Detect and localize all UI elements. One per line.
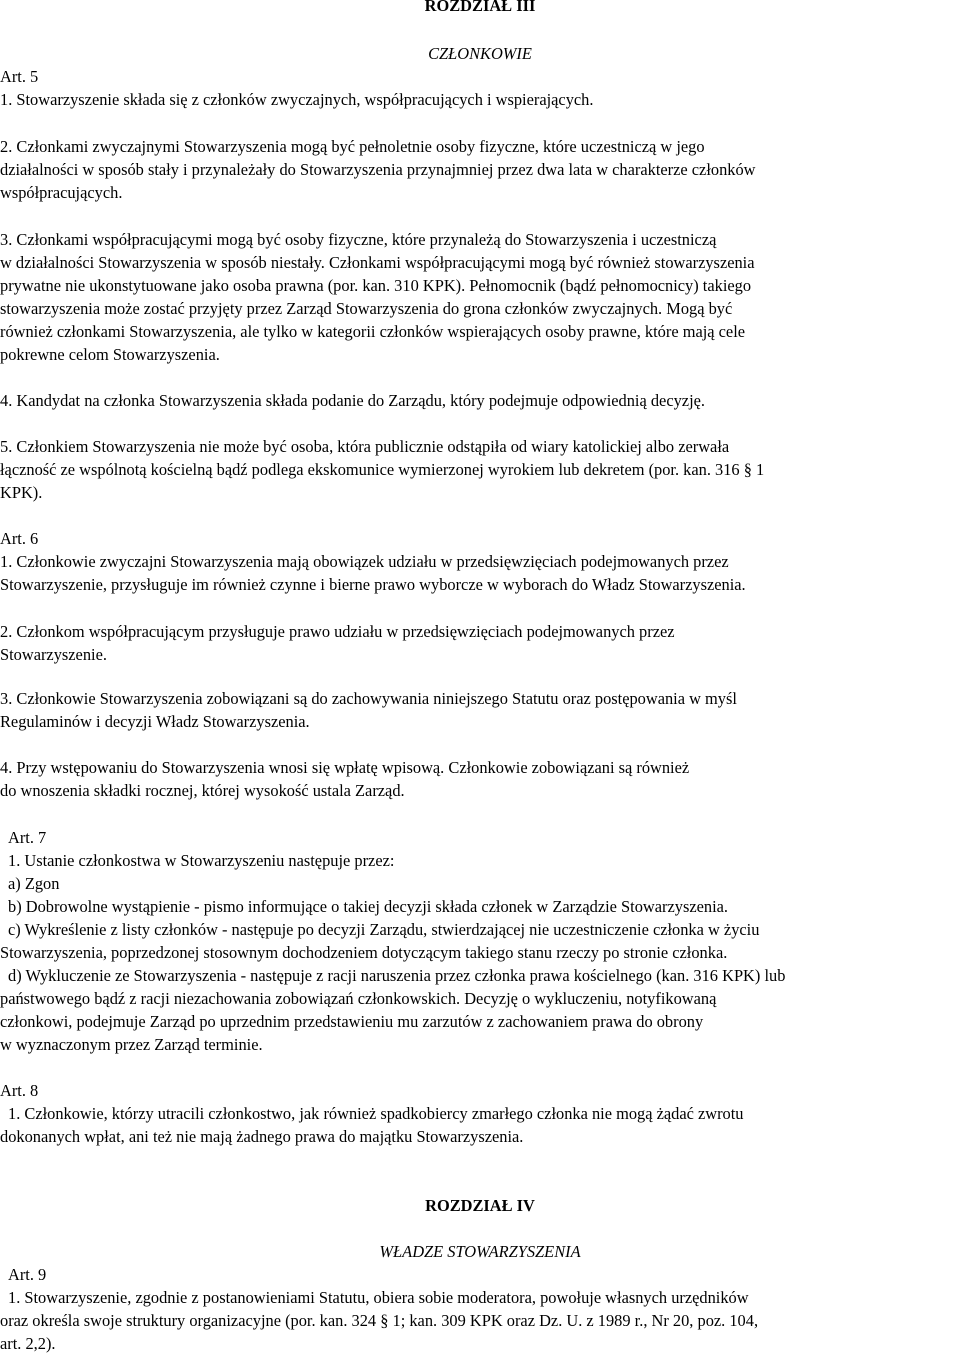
article-label: Art. 5	[0, 67, 39, 86]
paragraph-line: oraz określa swoje struktury organizacyjne (por. kan. 324 § 1; kan. 309 KPK oraz Dz. U. z 1989 r., Nr 20, poz. 104,	[0, 1311, 759, 1330]
paragraph-line: Stowarzyszenia, poprzedzonej stosownym dochodzeniem dotyczącym takiego stanu rzeczy po stronie członka.	[0, 943, 728, 962]
paragraph-line: działalności w sposób stały i przynależały do Stowarzyszenia przynajmniej przez dwa lata w charakterze członków	[0, 160, 756, 179]
paragraph-line: w wyznaczonym przez Zarząd terminie.	[0, 1035, 263, 1054]
paragraph-line: 1. Stowarzyszenie składa się z członków zwyczajnych, współpracujących i wspierających.	[0, 90, 594, 109]
paragraph-line: prywatne nie ukonstytuowane jako osoba prawna (por. kan. 310 KPK). Pełnomocnik (bądź pełnomocnicy) takiego	[0, 276, 752, 295]
chapter-heading: ROZDZIAŁ IV	[425, 1196, 535, 1215]
paragraph-line: art. 2,2).	[0, 1334, 56, 1353]
paragraph-line: również członkami Stowarzyszenia, ale tylko w kategorii członków wspierających osoby prawne, które mają cele	[0, 322, 746, 341]
paragraph-line: Stowarzyszenie, przysługuje im również czynne i bierne prawo wyborcze w wyborach do Władz Stowarzyszenia.	[0, 575, 746, 594]
paragraph-line: 3. Członkowie Stowarzyszenia zobowiązani są do zachowywania niniejszego Statutu oraz postępowania w myśl	[0, 689, 737, 708]
paragraph-line: 1. Członkowie zwyczajni Stowarzyszenia mają obowiązek udziału w przedsięwzięciach podejmowanych przez	[0, 552, 729, 571]
article-label: Art. 9	[8, 1265, 47, 1284]
paragraph-line: 3. Członkami współpracującymi mogą być osoby fizyczne, które przynależą do Stowarzyszenia i uczestniczą	[0, 230, 717, 249]
paragraph-line: KPK).	[0, 483, 43, 502]
article-label: Art. 8	[0, 1081, 39, 1100]
paragraph-line: łączność ze wspólnotą kościelną bądź podlega ekskomunice wymierzonej wyrokiem lub dekretem (por. kan. 316 § 1	[0, 460, 765, 479]
paragraph-line: 1. Członkowie, którzy utracili członkostwo, jak również spadkobiercy zmarłego członka nie mogą żądać zwrotu	[8, 1104, 744, 1123]
list-item: a) Zgon	[8, 874, 60, 893]
paragraph-line: państwowego bądź z racji niezachowania zobowiązań członkowskich. Decyzję o wykluczeniu, notyfikowaną	[0, 989, 717, 1008]
chapter-heading: ROZDZIAŁ III	[424, 0, 536, 15]
article-label: Art. 6	[0, 529, 39, 548]
paragraph-line: 1. Stowarzyszenie, zgodnie z postanowieniami Statutu, obiera sobie moderatora, powołuje własnych urzędników	[8, 1288, 749, 1307]
paragraph-line: Stowarzyszenie.	[0, 645, 107, 664]
list-item: d) Wykluczenie ze Stowarzyszenia - następuje z racji naruszenia przez członka prawa kościelnego (kan. 316 KPK) lub	[8, 966, 786, 985]
paragraph-line: do wnoszenia składki rocznej, której wysokość ustala Zarząd.	[0, 781, 405, 800]
chapter-subheading: CZŁONKOWIE	[428, 44, 532, 63]
paragraph-line: 4. Przy wstępowaniu do Stowarzyszenia wnosi się wpłatę wpisową. Członkowie zobowiązani są również	[0, 758, 690, 777]
paragraph-line: stowarzyszenia może zostać przyjęty przez Zarząd Stowarzyszenia do grona członków zwyczajnych. Mogą być	[0, 299, 733, 318]
paragraph-line: 1. Ustanie członkostwa w Stowarzyszeniu następuje przez:	[8, 851, 395, 870]
list-item: b) Dobrowolne wystąpienie - pismo informujące o takiej decyzji składa członek w Zarządzie Stowarzyszenia.	[8, 897, 729, 916]
paragraph-line: 2. Członkami zwyczajnymi Stowarzyszenia mogą być pełnoletnie osoby fizyczne, które uczestniczą w jego	[0, 137, 705, 156]
paragraph-line: 2. Członkom współpracującym przysługuje prawo udziału w przedsięwzięciach podejmowanych przez	[0, 622, 675, 641]
paragraph-line: 5. Członkiem Stowarzyszenia nie może być osoba, która publicznie odstąpiła od wiary katolickiej albo zerwała	[0, 437, 730, 456]
paragraph-line: w działalności Stowarzyszenia w sposób niestały. Członkami współpracującymi mogą być również stowarzyszenia	[0, 253, 755, 272]
paragraph-line: Regulaminów i decyzji Władz Stowarzyszenia.	[0, 712, 310, 731]
paragraph-line: dokonanych wpłat, ani też nie mają żadnego prawa do majątku Stowarzyszenia.	[0, 1127, 524, 1146]
paragraph-line: 4. Kandydat na członka Stowarzyszenia składa podanie do Zarządu, który podejmuje odpowiednią decyzję.	[0, 391, 706, 410]
paragraph-line: członkowi, podejmuje Zarząd po uprzednim przedstawieniu mu zarzutów z zachowaniem prawa do obrony	[0, 1012, 704, 1031]
list-item: c) Wykreślenie z listy członków - następuje po decyzji Zarządu, stwierdzającej nie uczestniczenie członka w życiu	[8, 920, 760, 939]
paragraph-line: współpracujących.	[0, 183, 123, 202]
paragraph-line: pokrewne celom Stowarzyszenia.	[0, 345, 220, 364]
chapter-subheading: WŁADZE STOWARZYSZENIA	[379, 1242, 581, 1261]
article-label: Art. 7	[8, 828, 47, 847]
